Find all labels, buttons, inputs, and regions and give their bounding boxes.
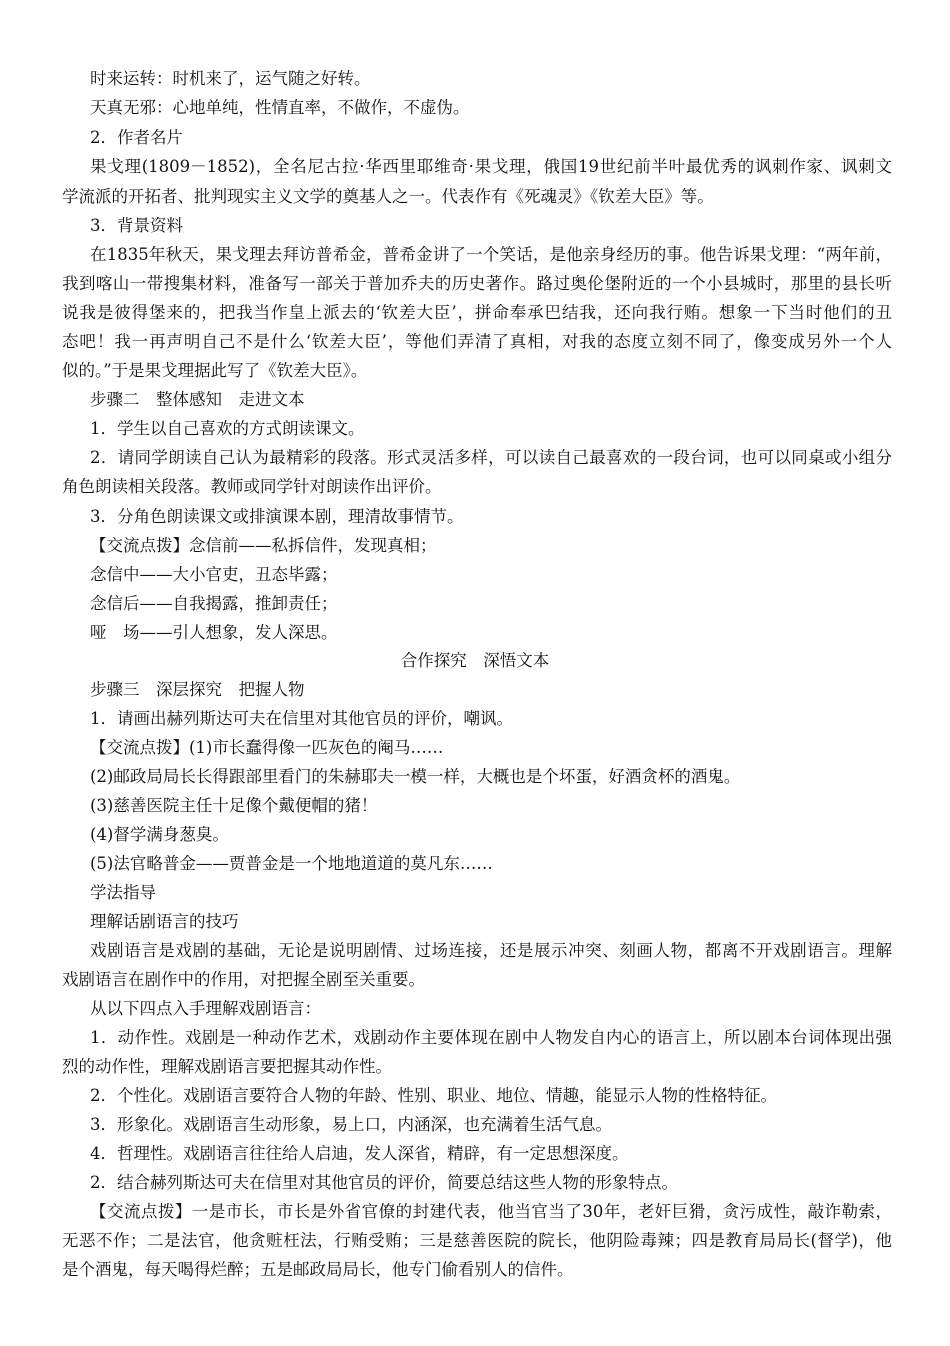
text-line: 说我是彼得堡来的，把我当作皇上派去的‘钦差大臣’，拼命奉承巴结我，还向我行贿。想象一下当时他们的丑 [62, 303, 892, 322]
text-line: 【交流点拨】一是市长，市长是外省官僚的封建代表，他当官当了30年，老奸巨猾，贪污成性，敲诈勒索， [90, 1202, 892, 1221]
text-line: 【交流点拨】(1)市长蠢得像一匹灰色的阉马…… [90, 738, 444, 757]
text-line: 学流派的开拓者、批判现实主义文学的奠基人之一。代表作有《死魂灵》《钦差大臣》等。 [62, 187, 714, 206]
text-line: 我到喀山一带搜集材料，准备写一部关于普加乔夫的历史著作。路过奥伦堡附近的一个小县城时，那里的县长听 [62, 274, 892, 293]
text-line: 在1835年秋天，果戈理去拜访普希金，普希金讲了一个笑话，是他亲身经历的事。他告诉果戈理：“两年前， [90, 245, 892, 264]
text-line: 【交流点拨】念信前——私拆信件，发现真相； [90, 536, 437, 555]
text-line: 2．结合赫列斯达可夫在信里对其他官员的评价，简要总结这些人物的形象特点。 [90, 1173, 678, 1192]
text-line: 哑 场——引人想象，发人深思。 [90, 623, 338, 642]
text-line: (3)慈善医院主任十足像个戴便帽的猪！ [90, 796, 378, 815]
text-line: 念信后——自我揭露，推卸责任； [90, 594, 338, 613]
step-heading: 步骤三 深层探究 把握人物 [90, 680, 305, 699]
text-line: 无恶不作；二是法官，他贪赃枉法，行贿受贿；三是慈善医院的院长，他阴险毒辣；四是教育局局长(督学)，他 [62, 1231, 892, 1250]
section-heading: 3．背景资料 [90, 216, 183, 235]
section-heading: 学法指导 [90, 883, 156, 902]
text-line: 天真无邪：心地单纯，性情直率，不做作，不虚伪。 [90, 98, 470, 117]
text-line: 理解话剧语言的技巧 [90, 912, 239, 931]
text-line: 2．请同学朗读自己认为最精彩的段落。形式灵活多样，可以读自己最喜欢的一段台词，也可以同桌或小组分 [90, 448, 892, 467]
text-line: 4．哲理性。戏剧语言往往给人启迪，发人深省，精辟，有一定思想深度。 [90, 1144, 629, 1163]
text-line: 烈的动作性，理解戏剧语言要把握其动作性。 [62, 1057, 392, 1076]
text-line: 1．动作性。戏剧是一种动作艺术，戏剧动作主要体现在剧中人物发自内心的语言上，所以剧本台词体现出强 [90, 1028, 892, 1047]
center-heading: 合作探究 深悟文本 [400, 651, 550, 670]
text-line: 1．学生以自己喜欢的方式朗读课文。 [90, 419, 365, 438]
text-line: 戏剧语言是戏剧的基础，无论是说明剧情、过场连接，还是展示冲突、刻画人物，都离不开戏剧语言。理解 [90, 941, 892, 960]
text-line: 时来运转：时机来了，运气随之好转。 [90, 69, 371, 88]
text-line: (4)督学满身葱臭。 [90, 825, 229, 844]
text-line: 似的。”于是果戈理据此写了《钦差大臣》。 [62, 361, 368, 380]
text-line: (2)邮政局局长长得跟部里看门的朱赫耶夫一模一样，大概也是个坏蛋，好酒贪杯的酒鬼。 [90, 767, 741, 786]
text-line: 从以下四点入手理解戏剧语言： [90, 999, 321, 1018]
text-line: 戏剧语言在剧作中的作用，对把握全剧至关重要。 [62, 970, 425, 989]
text-line: 果戈理(1809－1852)，全名尼古拉·华西里耶维奇·果戈理，俄国19世纪前半叶最优秀的讽刺作家、讽刺文 [90, 157, 892, 176]
text-line: 3．形象化。戏剧语言生动形象，易上口，内涵深，也充满着生活气息。 [90, 1115, 612, 1134]
step-heading: 步骤二 整体感知 走进文本 [90, 390, 305, 409]
text-line: 念信中——大小官吏，丑态毕露； [90, 565, 338, 584]
text-line: 2．个性化。戏剧语言要符合人物的年龄、性别、职业、地位、情趣，能显示人物的性格特征。 [90, 1086, 777, 1105]
section-heading: 2．作者名片 [90, 128, 183, 147]
text-line: 1．请画出赫列斯达可夫在信里对其他官员的评价，嘲讽。 [90, 709, 513, 728]
text-line: 3．分角色朗读课文或排演课本剧，理清故事情节。 [90, 507, 464, 526]
text-line: (5)法官略普金——贾普金是一个地地道道的莫凡东…… [90, 854, 493, 873]
text-line: 是个酒鬼，每天喝得烂醉；五是邮政局局长，他专门偷看别人的信件。 [62, 1260, 574, 1279]
text-line: 角色朗读相关段落。教师或同学针对朗读作出评价。 [62, 477, 442, 496]
text-line: 态吧！我一再声明自己不是什么‘钦差大臣’，等他们弄清了真相，对我的态度立刻不同了，像变成另外一个人 [62, 332, 892, 351]
